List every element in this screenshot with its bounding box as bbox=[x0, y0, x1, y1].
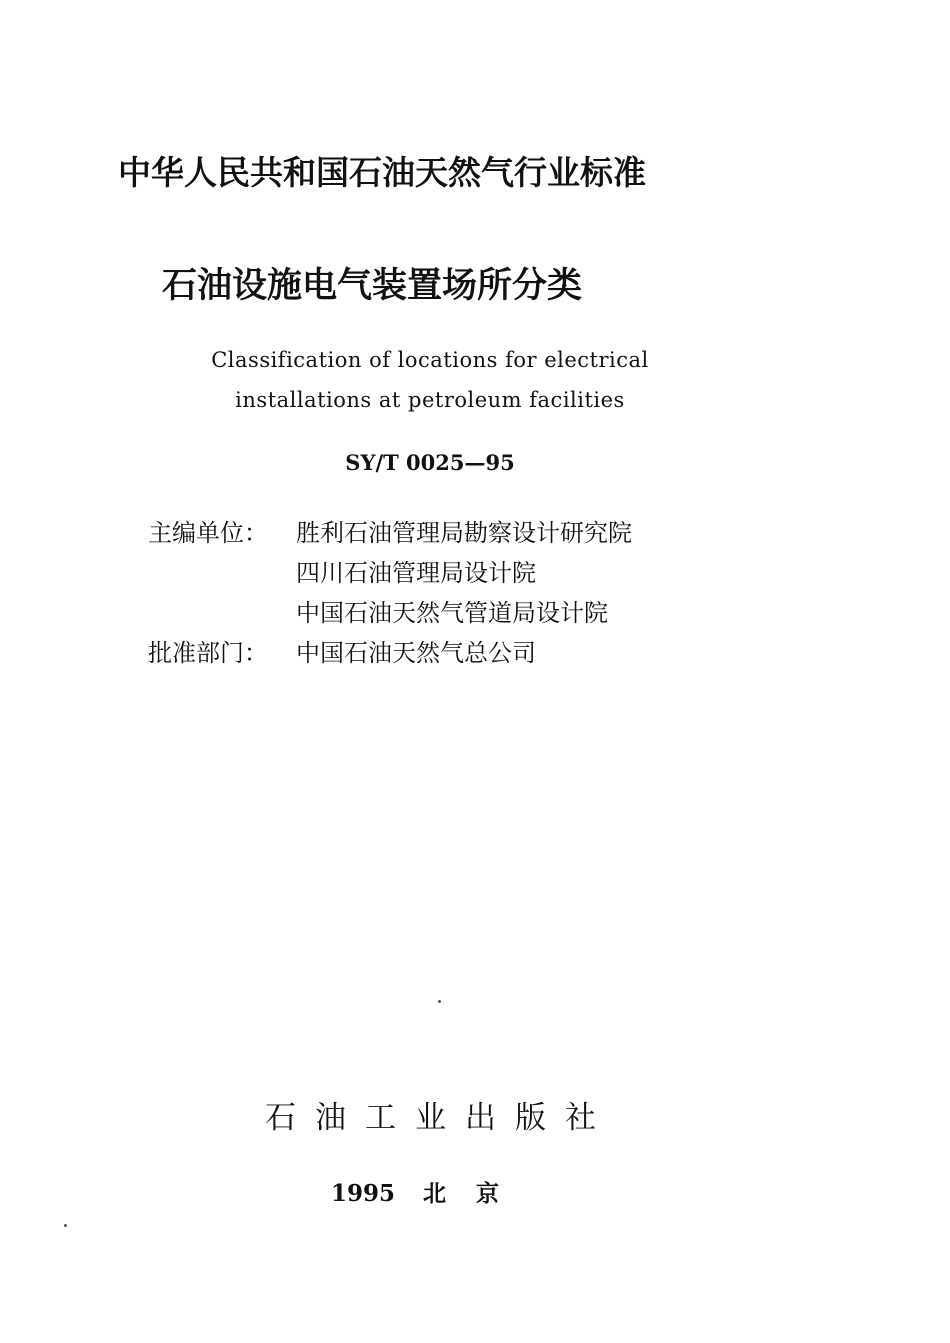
imprint-year: 1995 bbox=[330, 1180, 395, 1207]
editors-label: 主编单位： bbox=[148, 519, 268, 547]
editors-row bbox=[148, 513, 632, 633]
approval-value: 中国石油天然气总公司 bbox=[296, 639, 536, 667]
document-title-en bbox=[150, 340, 710, 420]
standard-heading: 中华人民共和国石油天然气行业标准 bbox=[118, 153, 646, 192]
title-en-line-2: installations at petroleum facilities bbox=[235, 388, 625, 412]
approval-label: 批准部门： bbox=[148, 639, 268, 667]
standard-code: SY/T 0025—95 bbox=[345, 450, 515, 475]
editors-list bbox=[296, 513, 632, 633]
imprint-city: 北京 bbox=[423, 1180, 529, 1207]
editor-unit: 四川石油管理局设计院 bbox=[296, 559, 536, 587]
editor-unit: 胜利石油管理局勘察设计研究院 bbox=[296, 519, 632, 547]
approval-row bbox=[148, 633, 632, 673]
scan-speck bbox=[438, 1000, 441, 1003]
document-title-zh: 石油设施电气装置场所分类 bbox=[162, 266, 583, 306]
imprint bbox=[150, 1175, 710, 1208]
publisher-name: 石油工业出版社 bbox=[265, 1100, 615, 1136]
editor-unit: 中国石油天然气管道局设计院 bbox=[296, 599, 608, 627]
title-en-line-1: Classification of locations for electrical bbox=[211, 348, 649, 372]
editorial-info bbox=[148, 513, 632, 673]
scan-speck bbox=[64, 1224, 67, 1227]
